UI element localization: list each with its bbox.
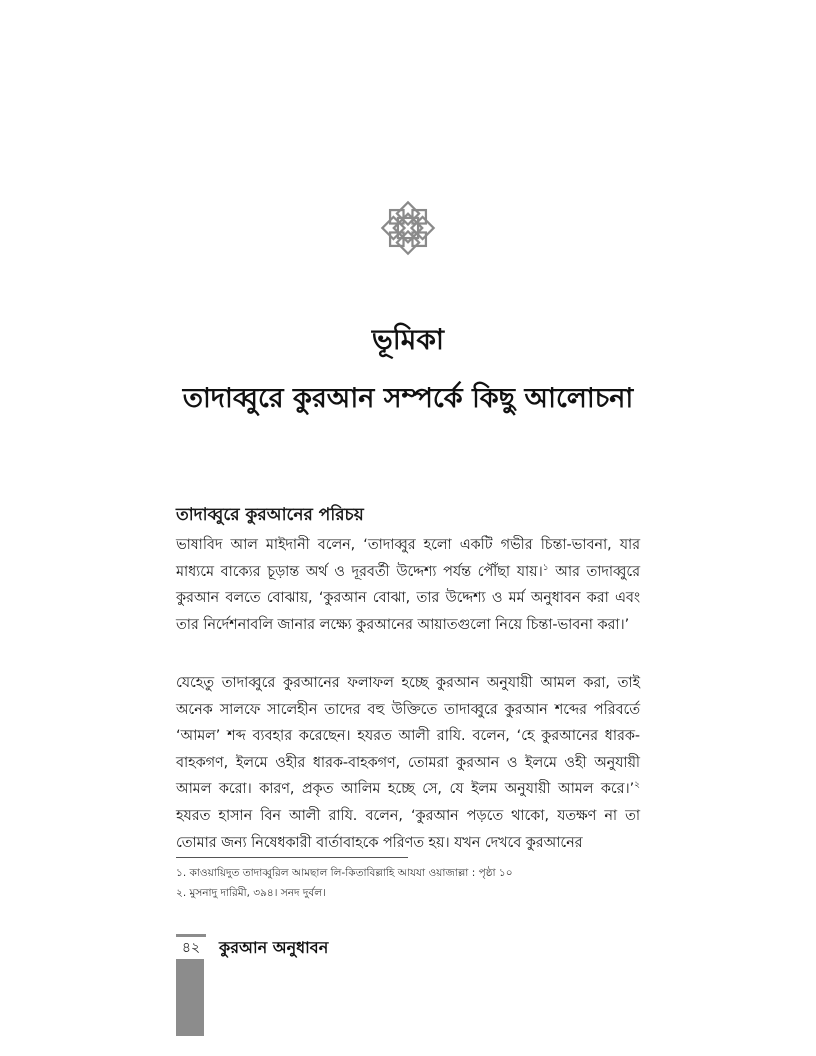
page-number: ৪২ (176, 934, 206, 959)
footnote-ref-2: ২ (634, 780, 640, 791)
paragraph-1 (176, 532, 640, 638)
paragraph-1-text-before: ভাষাবিদ আল মাইদানী বলেন, ‘তাদাব্বুর হলো একটি গভীর চিন্তা-ভাবনা, যার মাধ্যমে বাক্যের চূড়ান্ত অর্থ ও দূরবর্তী উদ্দেশ্য পর্যন্ত পৌঁছা যায়। (176, 537, 640, 580)
chapter-subtitle: তাদাব্বুরে কুরআন সম্পর্কে কিছু আলোচনা (182, 383, 634, 414)
paragraph-2-text-before: যেহেতু তাদাব্বুরে কুরআনের ফলাফল হচ্ছে কুরআন অনুযায়ী আমল করা, তাই অনেক সালফে সালেহীন তাদের বহু উক্তিতে তাদাব্বুরে কুরআন শব্দের পরিবর্তে ‘আমল’ শব্দ ব্যবহার করেছেন। হযরত আলী রাযি. বলেন, ‘হে কুরআনের ধারক-বাহকগণ, ইলমে ওহীর ধারক-বাহকগণ, তোমরা কুরআন ও ইলমে ওহী অনুযায়ী আমল করো। কারণ, প্রকৃত আলিম হচ্ছে সে, যে ইলম অনুযায়ী আমল করে।’ (176, 675, 640, 798)
running-title: কুরআন অনুধাবন (219, 938, 329, 957)
paragraph-1-text-after: আর তাদাব্বুরে কুরআন বলতে বোঝায়, ‘কুরআন বোঝা, তার উদ্দেশ্য ও মর্ম অনুধাবন করা এবং তার নির্দেশনাবলি জানার লক্ষ্যে কুরআনের আয়াতগুলো নিয়ে চিন্তা-ভাবনা করা।’ (176, 563, 640, 633)
footnote-ref-1: ১ (542, 562, 549, 573)
footnote-divider (176, 857, 408, 858)
paragraph-2 (176, 670, 640, 856)
chapter-title: ভূমিকা (371, 323, 445, 356)
octagram-ornament-icon (380, 200, 436, 256)
footnote-2: ২. মুসনাদু দারিমী, ৩৯৪। সনদ দুর্বল। (176, 887, 326, 899)
section-heading: তাদাব্বুরে কুরআনের পরিচয় (176, 505, 364, 525)
paragraph-2-text-after: হযরত হাসান বিন আলী রাযি. বলেন, ‘কুরআন পড়তে থাকো, যতক্ষণ না তা তোমার জন্য নিষেধকারী বার্তাবাহকে পরিণত হয়। যখন দেখবে কুরআনের (176, 807, 640, 851)
footnote-1: ১. কাওয়ায়িদুত তাদাব্বুরিল আমছাল লি-কিতাবিল্লাহি আযযা ওয়াজাল্লা : পৃষ্ঠা ১০ (176, 867, 513, 879)
